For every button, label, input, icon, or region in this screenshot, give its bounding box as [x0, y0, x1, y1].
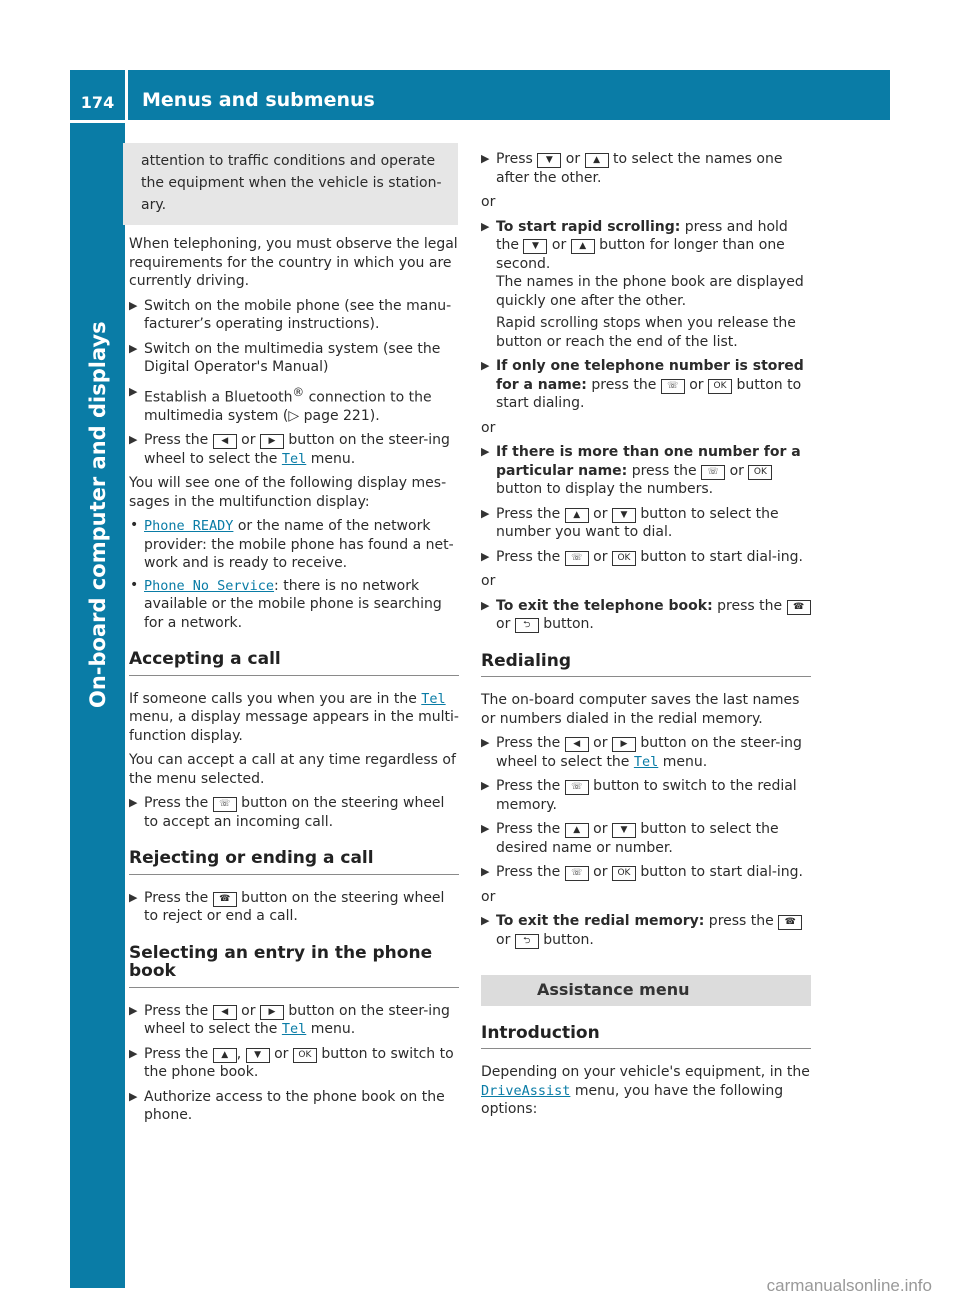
phone-button-icon: ☏	[565, 780, 589, 795]
chapter-sidebar	[70, 123, 125, 1288]
step-item: ▶ If there is more than one number for a particular name: press the ☏ or OK button to display the numbers.	[481, 444, 801, 497]
section-heading: Redialing	[481, 652, 811, 678]
left-button-icon: ◀	[565, 737, 589, 752]
bullet-item: • Phone READY or the name of the network provider: the mobile phone has found a net-work and is ready to receive.	[130, 517, 454, 572]
menu-name: Tel	[633, 753, 659, 770]
phone-button-icon: ☏	[213, 797, 237, 812]
right-button-icon: ▶	[612, 737, 636, 752]
ok-button-icon: OK	[708, 379, 732, 394]
step-arrow-icon: ▶	[481, 736, 490, 749]
section-heading: Rejecting or ending a call	[129, 849, 459, 875]
header-bar	[128, 70, 890, 120]
hangup-button-icon: ☎	[787, 600, 811, 615]
paragraph: You can accept a call at any time regardless of the menu selected.	[129, 752, 456, 787]
step-item: ▶ Press ▼ or ▲ to select the names one after the other.	[481, 151, 783, 186]
menu-name: DriveAssist	[481, 1082, 571, 1099]
right-column	[481, 150, 811, 1125]
step-arrow-icon: ▶	[129, 1046, 138, 1060]
ok-button-icon: OK	[293, 1048, 317, 1063]
menu-name: Tel	[281, 1021, 307, 1038]
bullet-item: • Phone No Service: there is no network available or the mobile phone is searching for a network.	[130, 576, 442, 631]
step-item: ▶ Press the ▲ , ▼ or OK button to switch to the phone book.	[129, 1045, 454, 1081]
back-button-icon: ⮌	[515, 618, 539, 633]
step-arrow-icon: ▶	[481, 549, 490, 563]
step-arrow-icon: ▶	[129, 433, 138, 447]
step-item: ▶ Press the ☎ button on the steering wheel to reject or end a call.	[129, 889, 445, 925]
step-item: ▶ Press the ◀ or ▶ button on the steer-ing wheel to select the Tel menu.	[481, 735, 802, 770]
back-button-icon: ⮌	[515, 934, 539, 949]
paragraph: Depending on your vehicle's equipment, in the DriveAssist menu, you have the following options:	[481, 1064, 810, 1117]
up-button-icon: ▲	[213, 1048, 237, 1063]
page-number-bar	[70, 70, 125, 120]
right-button-icon: ▶	[260, 434, 284, 449]
step-item: ▶ Press the ☏ or OK button to start dial-ing.	[481, 864, 804, 880]
step-arrow-icon: ▶	[129, 298, 138, 312]
down-button-icon: ▼	[612, 823, 636, 838]
note-line: ary.	[141, 197, 167, 213]
note-box	[123, 143, 458, 225]
step-item: ▶ To exit the telephone book: press the ☎ or ⮌ button.	[481, 597, 811, 634]
menu-name: Tel	[281, 450, 307, 467]
step-arrow-icon: ▶	[129, 341, 138, 355]
chapter-label: On-board computer and displays	[86, 321, 110, 708]
step-note: The names in the phone book are displayed quickly one after the other.	[496, 274, 804, 309]
step-item: ▶ To start rapid scrolling: press and hold the ▼ or ▲ button for longer than one second. The names in the phone book are displayed quickly one after the other. Rapid scrolling stops when you release the button or reach the end of the list.	[481, 218, 811, 352]
assistance-menu-bar: Assistance menu	[481, 975, 811, 1006]
page-title: Menus and submenus	[142, 89, 375, 111]
page-ref-icon: ▷	[288, 407, 300, 424]
step-arrow-icon: ▶	[129, 1089, 138, 1103]
menu-name: Tel	[421, 690, 446, 707]
ok-button-icon: OK	[748, 465, 772, 480]
step-arrow-icon: ▶	[481, 914, 490, 927]
step-note: Rapid scrolling stops when you release the button or reach the end of the list.	[496, 315, 796, 350]
section-heading: Selecting an entry in the phone book	[129, 944, 459, 988]
phone-button-icon: ☏	[565, 866, 589, 881]
phone-button-icon: ☏	[701, 465, 725, 480]
ok-button-icon: OK	[612, 866, 636, 881]
or-text: or	[481, 573, 496, 589]
step-arrow-icon: ▶	[481, 779, 490, 792]
step-arrow-icon: ▶	[481, 445, 490, 458]
note-line: the equipment when the vehicle is station-	[141, 175, 442, 191]
left-button-icon: ◀	[213, 434, 237, 449]
bullet-dot: •	[130, 517, 139, 534]
step-item: ▶ Press the ☏ button to switch to the redial memory.	[481, 778, 797, 813]
step-arrow-icon: ▶	[481, 822, 490, 835]
phone-button-icon: ☏	[661, 379, 685, 394]
or-text: or	[481, 419, 496, 436]
step-item: ▶ Switch on the mobile phone (see the manu-facturer’s operating instructions).	[129, 297, 452, 332]
section-heading: Accepting a call	[129, 650, 459, 676]
section-heading: Introduction	[481, 1024, 811, 1050]
down-button-icon: ▼	[537, 153, 561, 168]
step-arrow-icon: ▶	[481, 359, 490, 372]
or-text: or	[481, 194, 496, 210]
down-button-icon: ▼	[523, 239, 547, 254]
bullet-dot: •	[130, 576, 139, 593]
phone-button-icon: ☏	[565, 551, 589, 566]
step-item: ▶ Press the ☏ or OK button to start dial-ing.	[481, 548, 804, 565]
up-button-icon: ▲	[585, 153, 609, 168]
step-item: ▶ Press the ☏ button on the steering wheel to accept an incoming call.	[129, 795, 445, 830]
step-arrow-icon: ▶	[481, 506, 490, 520]
up-button-icon: ▲	[565, 823, 589, 838]
watermark: carmanualsonline.info	[766, 1276, 932, 1295]
intro-paragraph: When telephoning, you must observe the legal requirements for the country in which you are currently driving.	[129, 236, 458, 289]
step-item: ▶ To exit the redial memory: press the ☎ or ⮌ button.	[481, 912, 811, 949]
down-button-icon: ▼	[246, 1048, 270, 1063]
up-button-icon: ▲	[571, 239, 595, 254]
step-arrow-icon: ▶	[129, 1003, 138, 1017]
ok-button-icon: OK	[612, 551, 636, 566]
step-item: ▶ Switch on the multimedia system (see the Digital Operator's Manual)	[129, 340, 441, 375]
down-button-icon: ▼	[612, 508, 636, 523]
step-arrow-icon: ▶	[129, 890, 138, 904]
step-item: ▶ Press the ▲ or ▼ button to select the desired name or number.	[481, 821, 779, 856]
step-item: ▶ If only one telephone number is stored for a name: press the ☏ or OK button to start dialing.	[481, 358, 804, 411]
step-arrow-icon: ▶	[481, 219, 490, 233]
left-column	[129, 150, 459, 1131]
step-arrow-icon: ▶	[481, 598, 490, 612]
note-line: attention to traffic conditions and operate	[141, 153, 436, 169]
step-item: ▶ Establish a Bluetooth® connection to the multimedia system (▷ page 221).	[129, 384, 432, 424]
step-arrow-icon: ▶	[481, 865, 490, 878]
page-number: 174	[80, 93, 115, 112]
up-button-icon: ▲	[565, 508, 589, 523]
or-text: or	[481, 888, 496, 905]
left-button-icon: ◀	[213, 1005, 237, 1020]
step-arrow-icon: ▶	[481, 152, 490, 165]
hangup-button-icon: ☎	[778, 915, 802, 930]
step-item: ▶ Press the ◀ or ▶ button on the steer-ing wheel to select the Tel menu.	[129, 1002, 450, 1038]
right-button-icon: ▶	[260, 1005, 284, 1020]
step-arrow-icon: ▶	[129, 796, 138, 810]
hangup-button-icon: ☎	[213, 892, 237, 907]
step-item: ▶ Press the ▲ or ▼ button to select the number you want to dial.	[481, 505, 779, 540]
paragraph: The on-board computer saves the last names or numbers dialed in the redial memory.	[481, 692, 800, 727]
step-item: ▶ Authorize access to the phone book on the phone.	[129, 1088, 445, 1124]
display-intro: You will see one of the following display mes-sages in the multifunction display:	[129, 475, 447, 510]
paragraph: If someone calls you when you are in the Tel menu, a display message appears in the multi-function display.	[129, 690, 459, 744]
step-arrow-icon: ▶	[129, 384, 138, 398]
step-item: ▶ Press the ◀ or ▶ button on the steer-ing wheel to select the Tel menu.	[129, 432, 450, 467]
